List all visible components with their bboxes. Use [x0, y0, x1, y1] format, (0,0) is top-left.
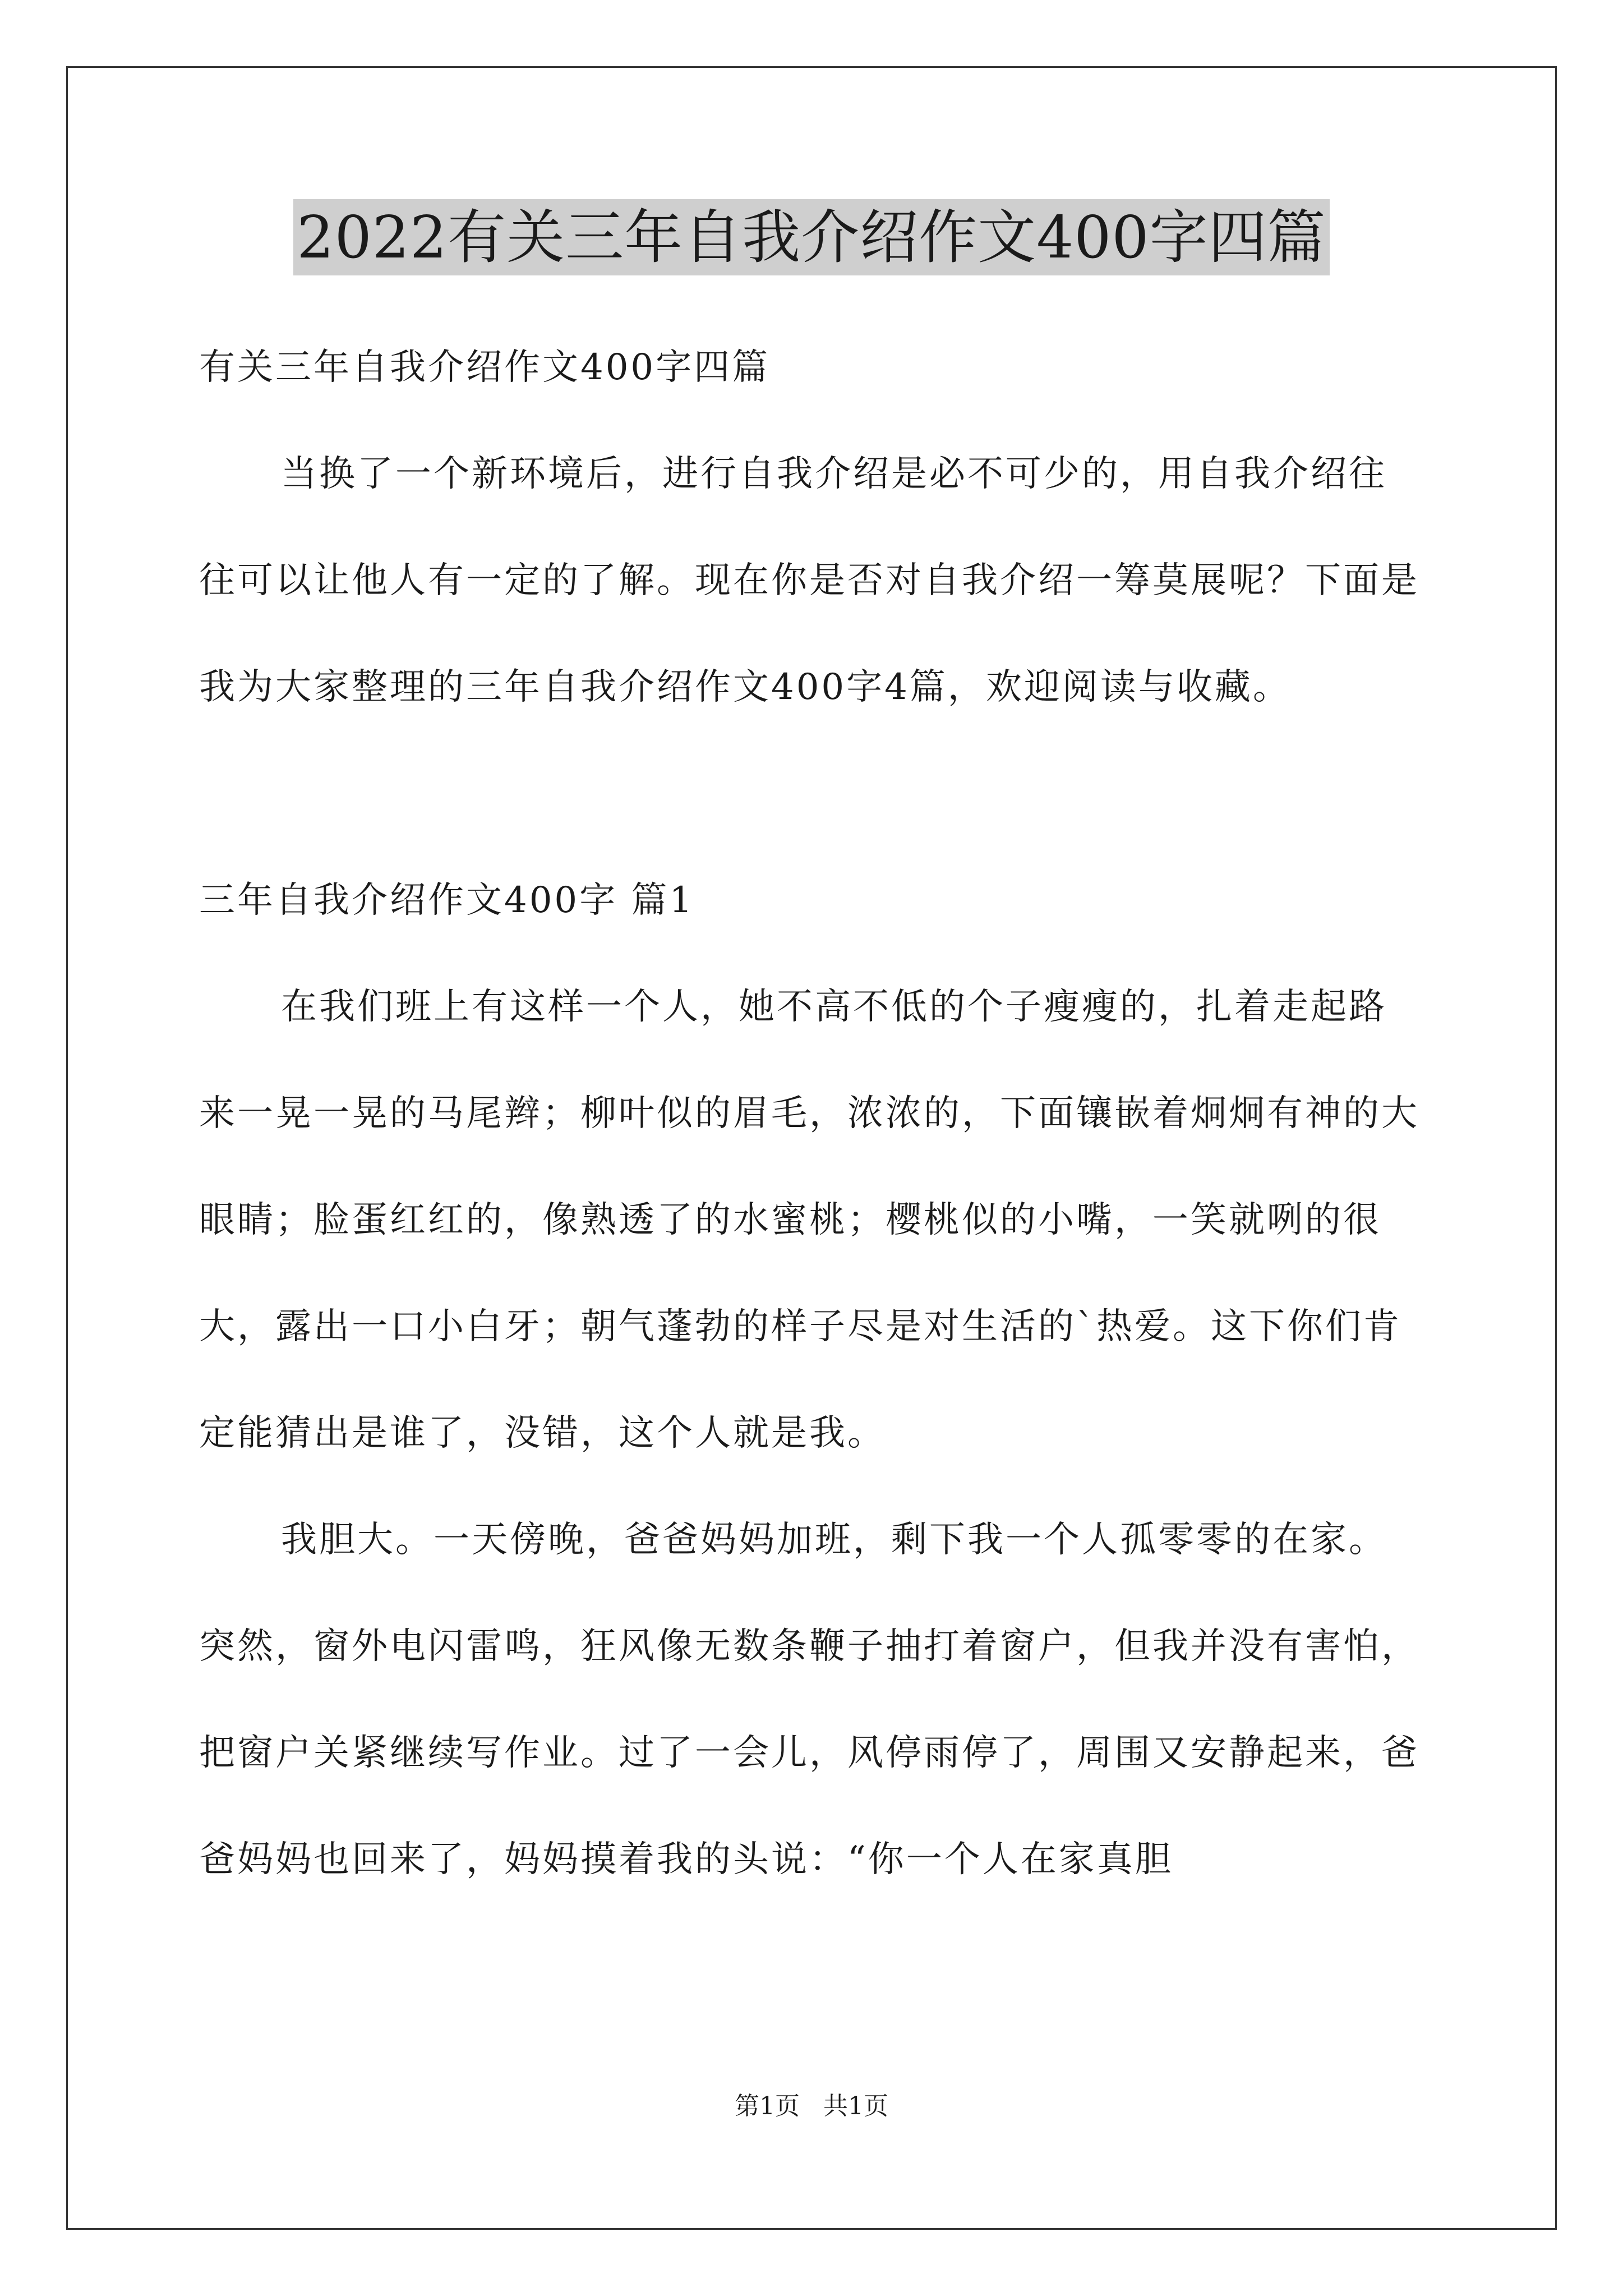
- paragraph-2: 我胆大。一天傍晚，爸爸妈妈加班，剩下我一个人孤零零的在家。突然，窗外电闪雷鸣，狂风像无数条鞭子抽打着窗户，但我并没有害怕，把窗户关紧继续写作业。过了一会儿，风停雨停了，周围又安静起来，爸爸妈妈也回来了，妈妈摸着我的头说：“你一个人在家真胆: [199, 1519, 1419, 1880]
- document-title: 2022有关三年自我介绍作文400字四篇: [293, 199, 1329, 275]
- section-heading: 三年自我介绍作文400字 篇1: [199, 880, 695, 921]
- paragraph-1: 在我们班上有这样一个人，她不高不低的个子瘦瘦的，扎着走起路来一晃一晃的马尾辫；柳叶似的眉毛，浓浓的，下面镶嵌着炯炯有神的大眼睛；脸蛋红红的，像熟透了的水蜜桃；樱桃似的小嘴，一笑就咧的很大，露出一口小白牙；朝气蓬勃的样子尽是对生活的`热爱。这下你们肯定能猜出是谁了，没错，这个人就是我。: [199, 986, 1419, 1454]
- intro-paragraph: 当换了一个新环境后，进行自我介绍是必不可少的，用自我介绍往往可以让他人有一定的了解。现在你是否对自我介绍一筹莫展呢？下面是我为大家整理的三年自我介绍作文400字4篇，欢迎阅读与收藏。: [199, 453, 1419, 708]
- title-container: [0, 199, 1623, 275]
- document-subtitle: 有关三年自我介绍作文400字四篇: [199, 347, 771, 388]
- page-footer: 第1页 共1页: [735, 2092, 888, 2120]
- document-body: [199, 314, 1424, 1913]
